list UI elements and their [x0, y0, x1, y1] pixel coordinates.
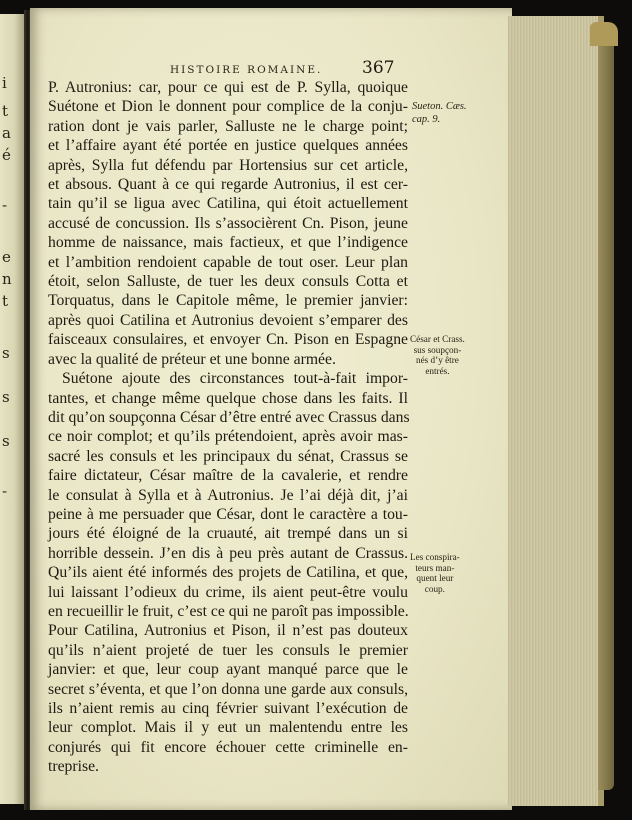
left-page-fragment: t: [2, 102, 9, 120]
text-line: horrible dessein. J’en dis à peu près autant de Crassus.: [48, 544, 408, 562]
left-page-fragment: -: [2, 196, 8, 214]
left-page-fragment: s: [2, 388, 10, 406]
text-line: avec la qualité de préteur et une bonne armée.: [48, 350, 336, 368]
left-page-fragment: e: [2, 248, 11, 266]
margin-note-source: Sueton. Cæs. cap. 9.: [412, 101, 467, 125]
margin-note-caesar-crassus: César et Crass. sus soupçon- nés d’y être entrés.: [410, 334, 465, 376]
text-line: faire dictateur, César maître de la cavalerie, et rendre: [48, 467, 408, 485]
text-line: et l’affaire ayant été portée en justice quelques années: [48, 137, 408, 155]
text-line: lui laissant l’odieux du crime, ils aient peut-être voulu: [48, 583, 408, 601]
text-line: après quoi Catilina et Autronius devoient s’emparer des: [48, 311, 408, 329]
text-line: en recueillir le fruit, c’est ce qui ne paroît pas impossible.: [48, 602, 409, 620]
left-page-fragment: a: [2, 124, 11, 142]
text-line: Suétone ajoute des circonstances tout-à-fait impor-: [62, 370, 408, 388]
book-cover-corner: [590, 22, 618, 46]
text-line: qu’ils n’aient projeté de tuer les consuls le premier: [48, 641, 408, 659]
left-page-fragment: n: [2, 270, 12, 288]
text-line: tantes, et change même quelque chose dans les faits. Il: [48, 389, 408, 407]
left-page-fragment: i: [2, 74, 7, 92]
left-page-fragment: s: [2, 344, 10, 362]
text-line: étoit, selon Salluste, de tuer les deux consuls Cotta et: [48, 273, 408, 291]
text-line: Torquatus, dans le Capitole même, le premier janvier:: [48, 292, 408, 310]
text-line: Suétone et Dion le donnent pour complice de la conju-: [48, 98, 408, 116]
text-line: dit qu’on soupçonna César d’être entré avec Crassus dans: [48, 408, 410, 426]
text-line: ce noir complot; et qu’ils prétendoient, après avoir mas-: [48, 428, 408, 446]
text-line: et absous. Quant à ce qui regarde Autronius, il est cer-: [48, 176, 408, 194]
margin-note-conspirators: Les conspira- teurs man- quent leur coup.: [410, 552, 460, 594]
left-page-fragment: -: [2, 482, 8, 500]
text-line: secret s’éventa, et que l’on donna une garde aux consuls,: [48, 680, 408, 698]
text-line: P. Autronius: car, pour ce qui est de P. Sylla, quoique: [48, 79, 408, 96]
text-line: homme de naissance, mais factieux, et que l’indigence: [48, 234, 408, 252]
text-line: peine à me persuader que César, dont le caractère a tou-: [48, 505, 408, 523]
page-number: 367: [362, 58, 395, 78]
text-line: conjurés qui fit encore échouer cette criminelle en-: [48, 738, 408, 756]
left-page-edge: [0, 14, 24, 804]
text-line: jours été éloigné de la cruauté, ait trempé dans un si: [48, 525, 408, 543]
text-line: janvier: et que, leur coup ayant manqué parce que le: [48, 661, 408, 679]
text-line: leur complot. Mais il y eut un malentendu entre les: [48, 719, 408, 737]
page-edges: [508, 16, 604, 806]
text-line: Qu’ils aient été informés des projets de Catilina, et que,: [48, 564, 408, 582]
text-line: sacré les consuls et les principaux du sénat, Crassus se: [48, 447, 408, 465]
text-line: faisceaux consulaires, et envoyer Cn. Pison en Espagne: [48, 331, 408, 349]
text-line: accusé de concussion. Ils s’associèrent Cn. Pison, jeune: [48, 214, 408, 232]
left-page-fragment: t: [2, 292, 9, 310]
book-cover-edge: [598, 30, 614, 790]
text-line: le consulat à Sylla et à Autronius. Je l’ai déjà dit, j’ai: [48, 486, 408, 504]
running-head: HISTOIRE ROMAINE.: [170, 64, 323, 76]
text-line: ils n’aient remis au cinq février suivant l’exécution de: [48, 700, 408, 717]
text-line: tain qu’il se ligua avec Catilina, qui étoit actuellement: [48, 195, 408, 213]
text-line: Pour Catilina, Autronius et Pison, il n’est pas douteux: [48, 622, 408, 640]
text-line: après, Sylla fut défendu par Hortensius sur cet article,: [48, 156, 408, 174]
left-page-fragment: é: [2, 146, 11, 164]
text-line: et l’ambition rendoient capable de tout oser. Leur plan: [48, 253, 408, 271]
text-line: ration dont je vais parler, Salluste ne le charge point;: [48, 117, 408, 135]
left-page-fragment: s: [2, 432, 10, 450]
text-line: treprise.: [48, 758, 99, 776]
body-text: [48, 78, 408, 777]
